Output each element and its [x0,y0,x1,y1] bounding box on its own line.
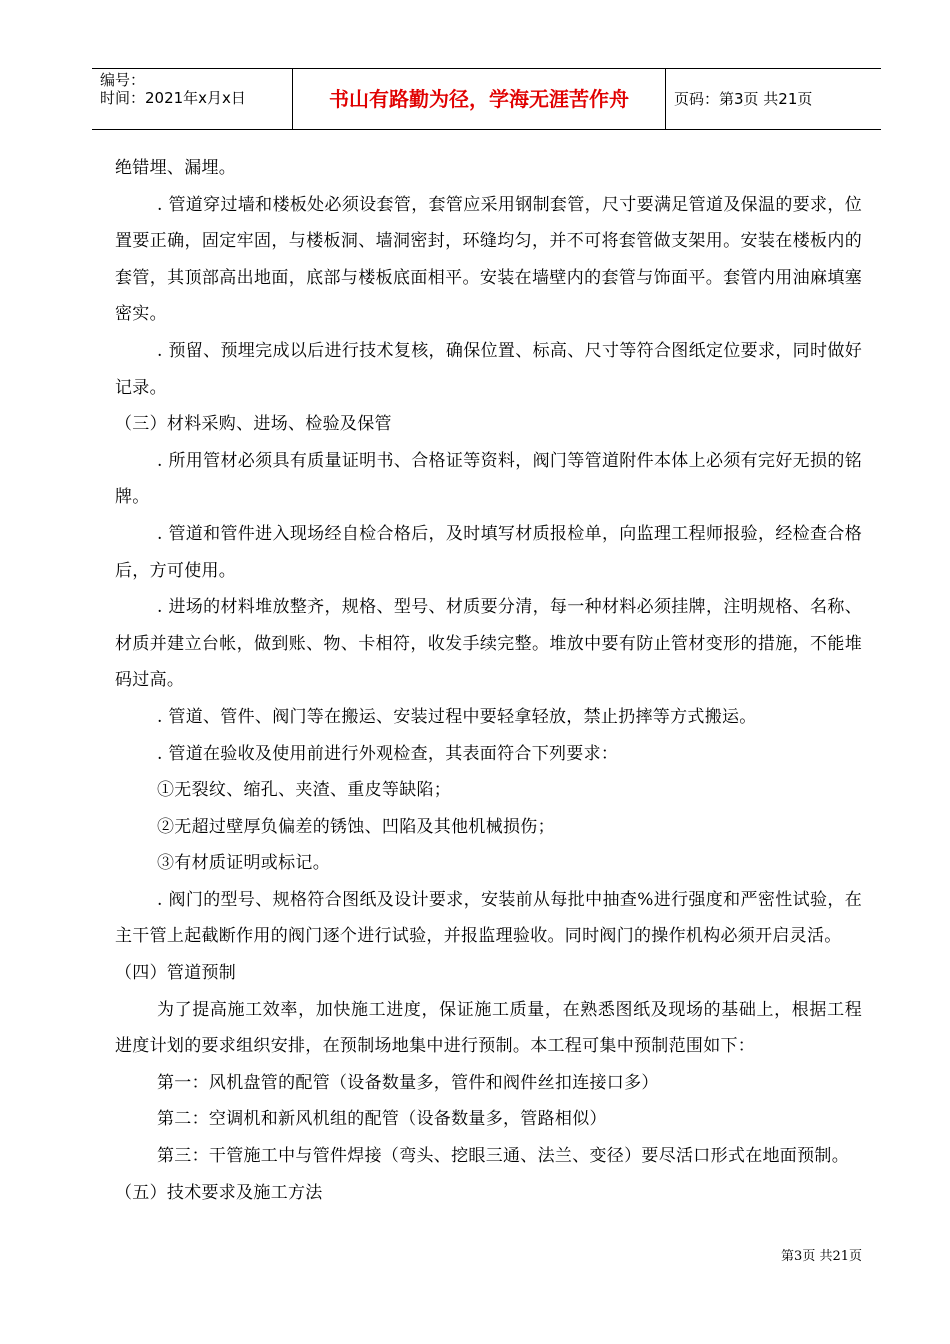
body-paragraph: . 管道穿过墙和楼板处必须设套管，套管应采用钢制套管，尺寸要满足管道及保温的要求，位置要正确，固定牢固，与楼板洞、墙洞密封，环缝均匀，并不可将套管做支架用。安装在楼板内的套管，其顶部高出地面，底部与楼板底面相平。安装在墙壁内的套管与饰面平。套管内用油麻填塞密实。 [115,194,862,325]
body-paragraph: . 管道和管件进入现场经自检合格后，及时填写材质报检单，向监理工程师报验，经检查合格后，方可使用。 [115,523,862,581]
body-paragraph: ②无超过壁厚负偏差的锈蚀、凹陷及其他机械损伤； [157,816,555,837]
body-paragraph: （四）管道预制 [115,963,237,984]
body-paragraph: 第一：风机盘管的配管（设备数量多，管件和阀件丝扣连接口多） [157,1072,659,1093]
body-paragraph: （三）材料采购、进场、检验及保管 [115,414,392,435]
page-header [92,68,881,130]
body-paragraph: 绝错埋、漏埋。 [115,158,237,178]
document-body [115,150,862,1211]
body-paragraph: 第三：干管施工中与管件焊接（弯头、挖眼三通、法兰、变径）要尽活口形式在地面预制。 [157,1146,849,1167]
footer-page-number: 第3页 共21页 [781,1249,862,1264]
body-paragraph: 为了提高施工效率，加快施工进度，保证施工质量，在熟悉图纸及现场的基础上，根据工程进度计划的要求组织安排，在预制场地集中进行预制。本工程可集中预制范围如下： [115,999,862,1057]
body-paragraph: . 预留、预埋完成以后进行技术复核，确保位置、标高、尺寸等符合图纸定位要求，同时做好记录。 [115,340,862,398]
body-paragraph: ③有材质证明或标记。 [157,853,330,874]
document-number-label: 编号： [100,71,146,89]
body-paragraph: . 阀门的型号、规格符合图纸及设计要求，安装前从每批中抽查%进行强度和严密性试验，在主干管上起截断作用的阀门逐个进行试验，并报监理验收。同时阀门的操作机构必须开启灵活。 [115,889,862,947]
header-page-number: 页码：第3页 共21页 [674,90,813,108]
header-page-cell [666,69,881,129]
body-paragraph: ①无裂纹、缩孔、夹渣、重皮等缺陷； [157,780,452,801]
header-motto-cell [293,69,666,129]
header-motto: 书山有路勤为径，学海无涯苦作舟 [329,87,629,111]
body-paragraph: . 进场的材料堆放整齐，规格、型号、材质要分清，每一种材料必须挂牌，注明规格、名称、材质并建立台帐，做到账、物、卡相符，收发手续完整。堆放中要有防止管材变形的措施，不能堆码过高。 [115,597,862,691]
body-paragraph: 第二：空调机和新风机组的配管（设备数量多，管路相似） [157,1109,607,1130]
header-meta-cell [92,69,293,129]
document-time-label: 时间：2021年x月x日 [100,89,246,107]
body-paragraph: （五）技术要求及施工方法 [115,1182,323,1203]
body-paragraph: . 管道在验收及使用前进行外观检查，其表面符合下列要求： [157,743,619,764]
body-paragraph: . 管道、管件、阀门等在搬运、安装过程中要轻拿轻放，禁止扔摔等方式搬运。 [157,706,757,727]
body-paragraph: . 所用管材必须具有质量证明书、合格证等资料，阀门等管道附件本体上必须有完好无损的铭牌。 [115,450,862,508]
